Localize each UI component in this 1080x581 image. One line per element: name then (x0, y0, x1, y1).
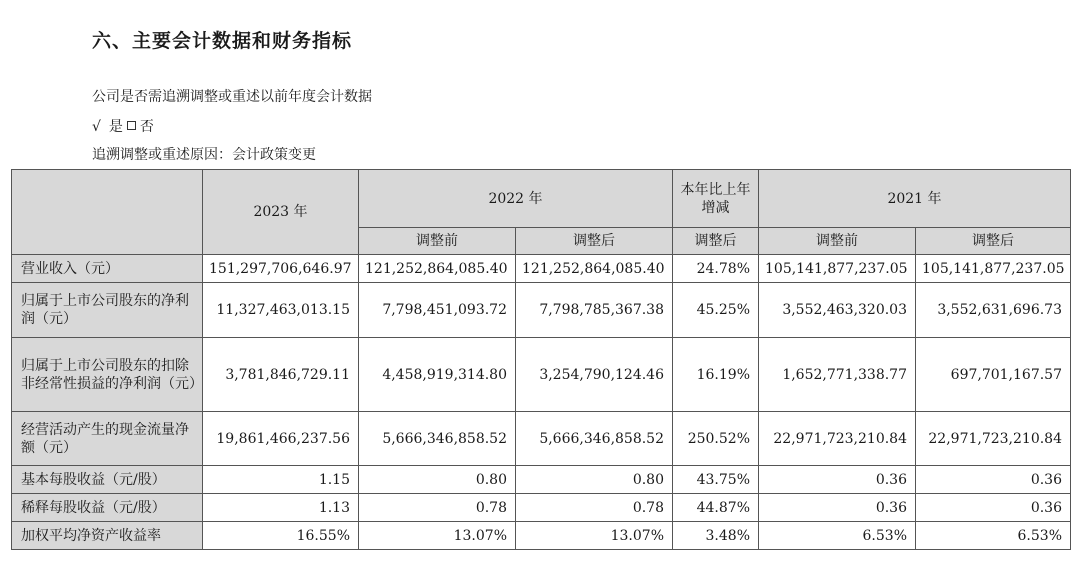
empty-checkbox-icon (127, 121, 136, 130)
cell-2022-after: 7,798,785,367.38 (516, 283, 673, 338)
cell-2021-after: 3,552,631,696.73 (916, 283, 1071, 338)
row-label: 基本每股收益（元/股） (12, 466, 203, 494)
table-row (12, 283, 1071, 338)
cell-2023: 1.15 (203, 466, 359, 494)
row-label: 稀释每股收益（元/股） (12, 494, 203, 522)
restatement-choice (92, 116, 154, 136)
cell-2022-before: 5,666,346,858.52 (359, 412, 516, 466)
table-row (12, 494, 1071, 522)
cell-2021-after: 697,701,167.57 (916, 338, 1071, 412)
cell-2023: 11,327,463,013.15 (203, 283, 359, 338)
cell-2023: 151,297,706,646.97 (203, 255, 359, 283)
cell-change: 43.75% (673, 466, 759, 494)
cell-2022-after: 13.07% (516, 522, 673, 550)
header-2021: 2021 年 (759, 170, 1071, 228)
cell-change: 44.87% (673, 494, 759, 522)
check-mark-icon: √ (92, 119, 101, 135)
cell-change: 16.19% (673, 338, 759, 412)
row-label: 归属于上市公司股东的净利润（元） (12, 283, 203, 338)
cell-2021-before: 3,552,463,320.03 (759, 283, 916, 338)
header-change: 本年比上年增减 (673, 170, 759, 228)
table-row (12, 255, 1071, 283)
cell-2023: 3,781,846,729.11 (203, 338, 359, 412)
cell-2022-before: 4,458,919,314.80 (359, 338, 516, 412)
cell-2022-after: 0.78 (516, 494, 673, 522)
cell-2022-after: 5,666,346,858.52 (516, 412, 673, 466)
cell-2021-after: 22,971,723,210.84 (916, 412, 1071, 466)
cell-2023: 16.55% (203, 522, 359, 550)
cell-2022-before: 7,798,451,093.72 (359, 283, 516, 338)
cell-2021-before: 0.36 (759, 466, 916, 494)
cell-2022-after: 121,252,864,085.40 (516, 255, 673, 283)
header-2021-after: 调整后 (916, 228, 1071, 255)
cell-2023: 1.13 (203, 494, 359, 522)
cell-2022-before: 13.07% (359, 522, 516, 550)
cell-2021-before: 22,971,723,210.84 (759, 412, 916, 466)
restatement-question: 公司是否需追溯调整或重述以前年度会计数据 (92, 89, 372, 105)
cell-2021-after: 105,141,877,237.05 (916, 255, 1071, 283)
restatement-reason: 追溯调整或重述原因：会计政策变更 (92, 147, 316, 163)
cell-2021-after: 0.36 (916, 466, 1071, 494)
no-label: 否 (139, 119, 154, 135)
table-row (12, 522, 1071, 550)
cell-2022-after: 3,254,790,124.46 (516, 338, 673, 412)
table-row (12, 412, 1071, 466)
header-2023: 2023 年 (203, 170, 359, 255)
row-label: 归属于上市公司股东的扣除非经常性损益的净利润（元） (12, 338, 203, 412)
cell-2022-before: 0.78 (359, 494, 516, 522)
cell-change: 45.25% (673, 283, 759, 338)
cell-2022-before: 0.80 (359, 466, 516, 494)
header-change-after: 调整后 (673, 228, 759, 255)
header-2022-before: 调整前 (359, 228, 516, 255)
cell-2021-before: 105,141,877,237.05 (759, 255, 916, 283)
row-label: 营业收入（元） (12, 255, 203, 283)
header-2021-before: 调整前 (759, 228, 916, 255)
cell-2021-after: 0.36 (916, 494, 1071, 522)
table-row (12, 466, 1071, 494)
cell-change: 3.48% (673, 522, 759, 550)
cell-change: 250.52% (673, 412, 759, 466)
section-heading: 六、主要会计数据和财务指标 (92, 30, 353, 52)
header-2022: 2022 年 (359, 170, 673, 228)
cell-2023: 19,861,466,237.56 (203, 412, 359, 466)
row-label: 加权平均净资产收益率 (12, 522, 203, 550)
cell-2021-before: 1,652,771,338.77 (759, 338, 916, 412)
cell-2021-after: 6.53% (916, 522, 1071, 550)
cell-2021-before: 6.53% (759, 522, 916, 550)
financial-indicators-table (11, 169, 1071, 550)
row-label: 经营活动产生的现金流量净额（元） (12, 412, 203, 466)
cell-2022-after: 0.80 (516, 466, 673, 494)
cell-change: 24.78% (673, 255, 759, 283)
table-row (12, 338, 1071, 412)
header-row-years (12, 170, 1071, 228)
header-2022-after: 调整后 (516, 228, 673, 255)
cell-2021-before: 0.36 (759, 494, 916, 522)
header-corner-cell (12, 170, 203, 255)
yes-label: 是 (108, 119, 123, 135)
cell-2022-before: 121,252,864,085.40 (359, 255, 516, 283)
